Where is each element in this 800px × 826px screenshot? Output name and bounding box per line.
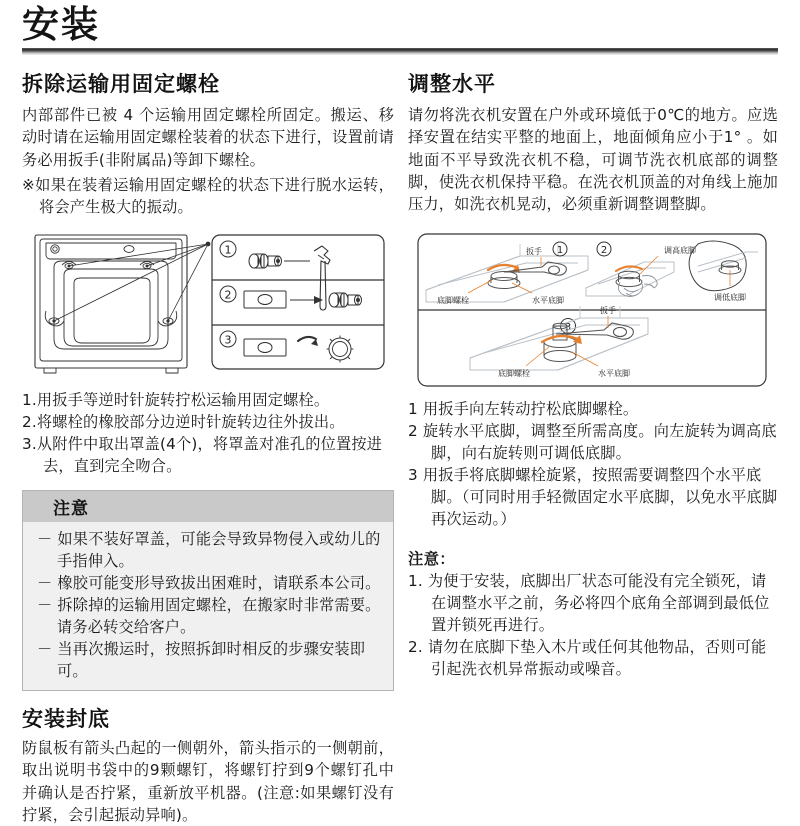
label-bolt-1: 底脚螺栓	[437, 295, 469, 305]
list-item: － 橡胶可能变形导致拔出困难时，请联系本公司。	[37, 573, 381, 592]
remove-bolts-note: ※如果在装着运输用固定螺栓的状态下进行脱水运转，将会产生极大的振动。	[22, 175, 394, 217]
caution-box-left	[22, 490, 394, 691]
leveling-paragraph: 请勿将洗衣机安置在户外或环境低于0℃的地方。应选择安置在结实平整的地面上，地面倾角应小于1° 。如地面不平导致洗衣机不稳，可调节洗衣机底部的调整脚，使洗衣机保持平稳。在洗衣机顶盖的对角线上施加压力，如洗衣机晃动，必须重新调整调整脚。	[408, 105, 778, 214]
list-item: － 拆除掉的运输用固定螺栓，在搬家时非常需要。请务必转交给客户。	[37, 595, 381, 636]
install-base-cover-paragraph: 防鼠板有箭头凸起的一侧朝外，箭头指示的一侧朝前，取出说明书袋中的9颗螺钉，将螺钉拧到9个螺钉孔中并确认是否拧紧，重新放平机器。(注意:如果螺钉没有拧紧，会引起振动异响)。	[22, 738, 394, 824]
detail-panel-2	[220, 286, 362, 308]
label-foot-1: 水平底脚	[532, 295, 564, 305]
svg-text:1: 1	[224, 243, 232, 257]
masthead-rule	[22, 48, 778, 55]
label-wrench-1: 扳手	[526, 246, 542, 256]
list-item: 1. 为便于安装，底脚出厂状态可能没有完全锁死，请在调整水平之前，务必将四个底角全部调到最低位置并锁死再进行。	[408, 571, 770, 634]
masthead	[22, 0, 778, 55]
figure-transit-bolt-removal	[22, 227, 394, 379]
page-title: 安装	[22, 3, 100, 46]
label-foot-3: 水平底脚	[598, 368, 630, 378]
list-item: 3 用扳手将底脚螺栓旋紧，按照需要调整四个水平底脚。（可同时用手轻微固定水平底脚，以免水平底脚再次运动。）	[408, 465, 778, 528]
list-item: 3.从附件中取出罩盖(4个)，将罩盖对准孔的位置按进去，直到完全吻合。	[22, 434, 383, 475]
detail-panel-3	[220, 331, 354, 363]
svg-text:3: 3	[564, 321, 572, 333]
list-item: － 如果不装好罩盖，可能会导致异物侵入或幼儿的手指伸入。	[37, 529, 381, 570]
leveling-panel-3	[470, 305, 648, 378]
transit-bolt-steps	[22, 389, 394, 477]
caution-block-right	[408, 548, 778, 680]
svg-text:2: 2	[224, 288, 232, 302]
section-heading-install-base-cover: 安装封底	[22, 706, 110, 731]
caution-title-right: 注意：	[408, 549, 456, 568]
list-item: 1 用扳手向左转动拧松底脚螺栓。	[408, 399, 639, 418]
label-raise-foot: 调高底脚	[664, 245, 696, 255]
list-item: 2. 请勿在底脚下垫入木片或任何其他物品，否则可能引起洗衣机异常振动或噪音。	[408, 637, 767, 678]
left-column	[22, 68, 394, 826]
list-item: 2.将螺栓的橡胶部分边逆时针旋转边往外拔出。	[22, 412, 345, 431]
leveling-panel-2	[586, 241, 758, 302]
label-wrench-3: 扳手	[600, 305, 616, 315]
figure-leveling-feet	[408, 230, 778, 390]
two-column-layout	[22, 68, 778, 826]
caution-items-right	[408, 570, 778, 680]
leveling-steps	[408, 398, 778, 530]
svg-text:3: 3	[224, 333, 232, 347]
caution-title: 注意	[23, 491, 393, 522]
right-column	[408, 68, 778, 826]
column-gap	[394, 68, 408, 826]
caution-items-left	[37, 528, 383, 682]
label-lower-foot: 调低底脚	[714, 292, 746, 302]
section-heading-leveling: 调整水平	[408, 71, 496, 96]
svg-text:1: 1	[556, 244, 564, 256]
list-item: － 当再次搬运时，按照拆卸时相反的步骤安装即可。	[37, 639, 366, 680]
leveling-panel-1	[426, 242, 588, 305]
section-heading-remove-transit-bolts: 拆除运输用固定螺栓	[22, 71, 220, 96]
list-item: 2 旋转水平底脚，调整至所需高度。向左旋转为调高底脚，向右旋转则可调低底脚。	[408, 421, 777, 462]
label-bolt-3: 底脚螺栓	[498, 368, 530, 378]
list-item: 1.用扳手等逆时针旋转拧松运输用固定螺栓。	[22, 390, 330, 409]
remove-bolts-paragraph: 内部部件已被 4 个运输用固定螺栓所固定。搬运、移动时请在运输用固定螺栓装着的状态下进行，设置前请务必用扳手(非附属品)等卸下螺栓。	[22, 105, 394, 169]
svg-text:2: 2	[600, 244, 608, 256]
